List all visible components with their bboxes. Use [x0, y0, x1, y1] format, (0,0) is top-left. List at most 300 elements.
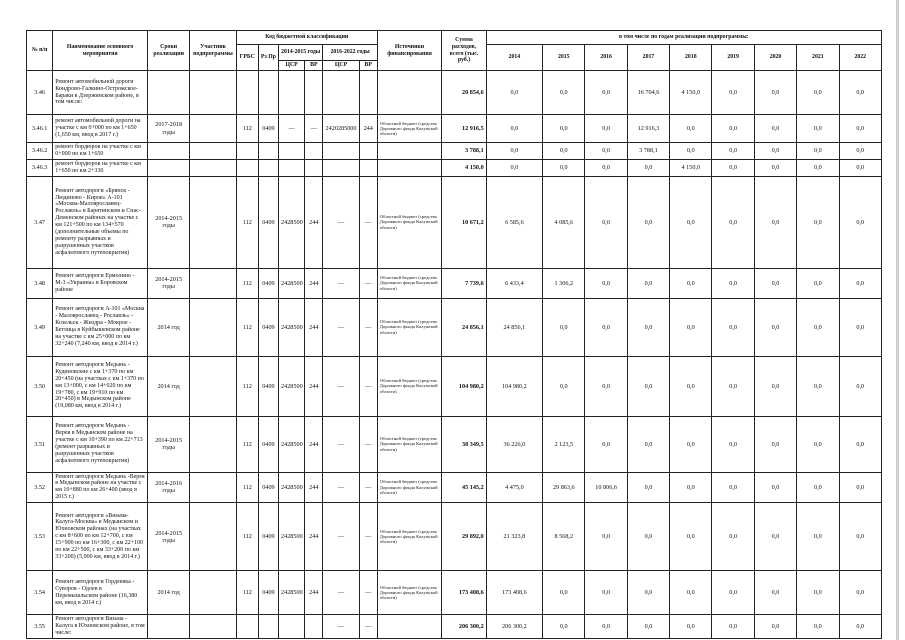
table-row: [27, 143, 882, 160]
budget-table: [26, 30, 882, 639]
year-value-cell: 0,0: [754, 268, 796, 298]
row-number: 3.46.2: [27, 143, 53, 160]
year-value-cell: 3 788,1: [627, 143, 669, 160]
period-cell: [147, 615, 189, 639]
header-year: 2019: [712, 45, 754, 71]
year-value-cell: 4 150,0: [670, 159, 712, 176]
grbs-cell: [236, 143, 258, 160]
total-cell: 38 349,5: [442, 416, 486, 472]
participant-cell: [190, 472, 236, 503]
year-value-cell: 0,0: [670, 571, 712, 615]
measure-name: Ремонт автодороги «Брянск - Людиново - Киров» А-101 «Москва-Малоярославец-Рославль» в Барятинском и Спас-Деменском районах на участке с км 121+500 по км 134+570 (дополнительные объемы по ремонту разрывных и разрушенных участков асфальтового путепокрытия): [53, 176, 148, 268]
year-value-cell: 0,0: [754, 71, 796, 115]
year-value-cell: 0,0: [670, 503, 712, 571]
total-cell: 7 739,6: [442, 268, 486, 298]
year-value-cell: 10 806,6: [585, 472, 627, 503]
year-value-cell: 0,0: [712, 356, 754, 416]
total-cell: 45 145,2: [442, 472, 486, 503]
year-value-cell: 0,0: [585, 143, 627, 160]
header-year: 2014: [486, 45, 542, 71]
period-cell: 2014-2015 годы: [147, 416, 189, 472]
header-total: Сумма расходов, всего (тыс. руб.): [442, 31, 486, 71]
row-number: 3.55: [27, 615, 53, 639]
table-row: [27, 159, 882, 176]
header-years-2016-2022: 2016-2022 годы: [323, 45, 377, 61]
year-value-cell: 0,0: [543, 571, 585, 615]
measure-name: ремонт бордюров на участке с км 0+000 по км 1+650: [53, 143, 148, 160]
total-cell: 10 671,2: [442, 176, 486, 268]
measure-name: Ремонт автодороги Медынь - Верея в Медынском районе на участке с км 10+390 по км 22+713 (ремонт разрывных и разрушенных участков асфальтового путепокрытия): [53, 416, 148, 472]
year-value-cell: 0,0: [797, 115, 839, 143]
year-value-cell: 29 863,6: [543, 472, 585, 503]
year-value-cell: 0,0: [627, 298, 669, 356]
table-row: [27, 176, 882, 268]
header-participant: Участник подпрограммы: [190, 31, 236, 71]
csr-cell: [323, 143, 359, 160]
year-value-cell: 0,0: [839, 143, 881, 160]
header-period: Сроки реализации: [147, 31, 189, 71]
vr-cell: —: [359, 503, 377, 571]
source-cell: Областной бюджет (средства Дорожного фонда Калужской области): [377, 503, 442, 571]
vr-cell: 244: [305, 176, 323, 268]
source-cell: Областной бюджет (средства Дорожного фонда Калужской области): [377, 268, 442, 298]
measure-name: Ремонт автодороги Вязьма - Калуга в Юхновском районе, в том числе:: [53, 615, 148, 639]
participant-cell: [190, 176, 236, 268]
header-year: 2018: [670, 45, 712, 71]
total-cell: 3 788,1: [442, 143, 486, 160]
year-value-cell: 0,0: [627, 268, 669, 298]
year-value-cell: 0,0: [839, 416, 881, 472]
period-cell: 2014 год: [147, 571, 189, 615]
vr-cell: 244: [305, 356, 323, 416]
row-number: 3.47: [27, 176, 53, 268]
csr-cell: —: [323, 503, 359, 571]
year-value-cell: 0,0: [543, 71, 585, 115]
year-value-cell: 0,0: [486, 115, 542, 143]
grbs-cell: 112: [236, 571, 258, 615]
header-csr: ЦСР: [279, 61, 305, 71]
measure-name: Ремонт автодороги Ермолино - М-3 «Украина» в Боровском районе: [53, 268, 148, 298]
rzpr-cell: [258, 159, 278, 176]
year-value-cell: 0,0: [712, 298, 754, 356]
year-value-cell: 2 123,5: [543, 416, 585, 472]
vr-cell: [359, 71, 377, 115]
measure-name: ремонт автомобильной дороги на участке с км 0+000 по км 1+650 (1,650 км, ввод в 2017 г.): [53, 115, 148, 143]
year-value-cell: 0,0: [754, 615, 796, 639]
grbs-cell: 112: [236, 115, 258, 143]
year-value-cell: 0,0: [670, 143, 712, 160]
year-value-cell: 24 856,1: [486, 298, 542, 356]
period-cell: 2014 год: [147, 298, 189, 356]
year-value-cell: 0,0: [839, 298, 881, 356]
year-value-cell: 173 408,6: [486, 571, 542, 615]
total-cell: 206 300,2: [442, 615, 486, 639]
year-value-cell: 6 585,6: [486, 176, 542, 268]
source-cell: Областной бюджет (средства Дорожного фонда Калужской области): [377, 416, 442, 472]
year-value-cell: 6 433,4: [486, 268, 542, 298]
vr-cell: [305, 71, 323, 115]
table-row: [27, 615, 882, 639]
total-cell: 173 408,6: [442, 571, 486, 615]
period-cell: 2014-2015 годы: [147, 176, 189, 268]
year-value-cell: 0,0: [712, 176, 754, 268]
year-value-cell: 0,0: [585, 503, 627, 571]
participant-cell: [190, 416, 236, 472]
year-value-cell: 0,0: [754, 143, 796, 160]
year-value-cell: 0,0: [839, 71, 881, 115]
header-budget-code: Код бюджетной классификации: [236, 31, 377, 45]
year-value-cell: 0,0: [797, 143, 839, 160]
participant-cell: [190, 143, 236, 160]
grbs-cell: [236, 159, 258, 176]
measure-name: Ремонт автомобильной дороги Кондрово-Галкино-Острожское-Бараки в Дзержинском районе, в том числе:: [53, 71, 148, 115]
year-value-cell: 0,0: [627, 356, 669, 416]
header-year: 2017: [627, 45, 669, 71]
participant-cell: [190, 356, 236, 416]
year-value-cell: 0,0: [543, 298, 585, 356]
csr-cell: 2428500: [279, 416, 305, 472]
vr-cell: —: [359, 298, 377, 356]
year-value-cell: 0,0: [754, 571, 796, 615]
year-value-cell: 0,0: [627, 615, 669, 639]
year-value-cell: 0,0: [585, 298, 627, 356]
grbs-cell: 112: [236, 298, 258, 356]
year-value-cell: 0,0: [797, 571, 839, 615]
vr-cell: —: [359, 615, 377, 639]
period-cell: 2017-2018 годы: [147, 115, 189, 143]
csr-cell: [279, 143, 305, 160]
csr-cell: 2420285000: [323, 115, 359, 143]
source-cell: Областной бюджет (средства Дорожного фонда Калужской области): [377, 571, 442, 615]
year-value-cell: 12 916,3: [627, 115, 669, 143]
vr-cell: [305, 143, 323, 160]
participant-cell: [190, 159, 236, 176]
year-value-cell: 0,0: [839, 268, 881, 298]
row-number: 3.46: [27, 71, 53, 115]
header-vr: ВР: [359, 61, 377, 71]
grbs-cell: 112: [236, 503, 258, 571]
year-value-cell: 0,0: [839, 159, 881, 176]
rzpr-cell: 0409: [258, 176, 278, 268]
table-row: [27, 115, 882, 143]
year-value-cell: 0,0: [585, 71, 627, 115]
vr-cell: —: [359, 356, 377, 416]
participant-cell: [190, 115, 236, 143]
year-value-cell: 0,0: [543, 615, 585, 639]
header-years-2014-2015: 2014-2015 годы: [279, 45, 323, 61]
vr-cell: [305, 615, 323, 639]
year-value-cell: 1 306,2: [543, 268, 585, 298]
row-number: 3.52: [27, 472, 53, 503]
year-value-cell: 0,0: [712, 615, 754, 639]
source-cell: [377, 159, 442, 176]
vr-cell: —: [305, 115, 323, 143]
year-value-cell: 0,0: [712, 571, 754, 615]
header-year: 2016: [585, 45, 627, 71]
table-row: [27, 416, 882, 472]
vr-cell: 244: [305, 503, 323, 571]
row-number: 3.51: [27, 416, 53, 472]
year-value-cell: 0,0: [712, 71, 754, 115]
header-num: № п/п: [27, 31, 53, 71]
grbs-cell: [236, 615, 258, 639]
year-value-cell: 36 226,0: [486, 416, 542, 472]
participant-cell: [190, 571, 236, 615]
header-year: 2020: [754, 45, 796, 71]
source-cell: [377, 143, 442, 160]
rzpr-cell: 0409: [258, 503, 278, 571]
vr-cell: [305, 159, 323, 176]
year-value-cell: 0,0: [627, 472, 669, 503]
year-value-cell: 0,0: [670, 115, 712, 143]
header-csr: ЦСР: [323, 61, 359, 71]
year-value-cell: 0,0: [670, 472, 712, 503]
year-value-cell: 0,0: [585, 176, 627, 268]
vr-cell: [359, 143, 377, 160]
year-value-cell: 0,0: [754, 176, 796, 268]
period-cell: [147, 159, 189, 176]
row-number: 3.48: [27, 268, 53, 298]
rzpr-cell: 0409: [258, 356, 278, 416]
year-value-cell: 0,0: [712, 115, 754, 143]
year-value-cell: 0,0: [712, 472, 754, 503]
table-row: [27, 356, 882, 416]
period-cell: 2014 год: [147, 356, 189, 416]
period-cell: 2014-2015 годы: [147, 503, 189, 571]
measure-name: Ремонт автодороги А-101 «Москва - Малоярославец - Рославль» - Козельск - Жиздра - Мокрое - Бетлица в Куйбышевском районе на участке с км 25+000 по км 32+240 (7,240 км, ввод в 2014 г.): [53, 298, 148, 356]
year-value-cell: 0,0: [627, 503, 669, 571]
header-year: 2022: [839, 45, 881, 71]
year-value-cell: 8 568,2: [543, 503, 585, 571]
year-value-cell: 0,0: [754, 416, 796, 472]
year-value-cell: 0,0: [585, 115, 627, 143]
year-value-cell: 0,0: [797, 472, 839, 503]
header-name: Наименование основного мероприятия: [53, 31, 148, 71]
year-value-cell: 104 980,2: [486, 356, 542, 416]
year-value-cell: 0,0: [754, 159, 796, 176]
year-value-cell: 0,0: [754, 503, 796, 571]
table-row: [27, 268, 882, 298]
csr-cell: 2428500: [279, 298, 305, 356]
vr-cell: 244: [305, 472, 323, 503]
row-number: 3.46.1: [27, 115, 53, 143]
year-value-cell: 0,0: [712, 416, 754, 472]
year-value-cell: 16 704,6: [627, 71, 669, 115]
total-cell: 12 916,5: [442, 115, 486, 143]
year-value-cell: 0,0: [839, 472, 881, 503]
participant-cell: [190, 268, 236, 298]
table-row: [27, 472, 882, 503]
csr-cell: —: [323, 472, 359, 503]
vr-cell: 244: [359, 115, 377, 143]
table-row: [27, 298, 882, 356]
year-value-cell: 0,0: [486, 143, 542, 160]
year-value-cell: 0,0: [486, 71, 542, 115]
csr-cell: —: [323, 356, 359, 416]
rzpr-cell: [258, 143, 278, 160]
measure-name: Ремонт автодороги Медынь - Кудиновские с км 1+370 по км 20+450 (на участках с км 1+370 по км 13+000, с км 14+020 по км 19+780, с км 19+910 по км 20+450) в Медынском районе (19,080 км, ввод в 2014 г.): [53, 356, 148, 416]
year-value-cell: 206 300,2: [486, 615, 542, 639]
scan-edge: [896, 0, 899, 640]
header-sources: Источники финансирования: [377, 31, 442, 71]
measure-name: Ремонт автодороги «Вязьма-Калуга-Москва» в Медынском и Юхновском районах (на участках с км 8+600 по км 12+700, с км 15+900 по км 16+300, с км 22+100 по км 22+500, с км 33+200 по км 33+200) (5,900 км, ввод в 2014 г.): [53, 503, 148, 571]
table-row: [27, 571, 882, 615]
csr-cell: —: [279, 115, 305, 143]
source-cell: Областной бюджет (средства Дорожного фонда Калужской области): [377, 298, 442, 356]
period-cell: [147, 143, 189, 160]
source-cell: Областной бюджет (средства Дорожного фонда Калужской области): [377, 472, 442, 503]
budget-table-sheet: [26, 30, 882, 634]
table-row: [27, 503, 882, 571]
vr-cell: [359, 159, 377, 176]
participant-cell: [190, 615, 236, 639]
header-year: 2015: [543, 45, 585, 71]
grbs-cell: 112: [236, 176, 258, 268]
csr-cell: [323, 71, 359, 115]
source-cell: Областной бюджет (средства Дорожного фонда Калужской области): [377, 356, 442, 416]
csr-cell: 2428500: [279, 571, 305, 615]
year-value-cell: 0,0: [627, 159, 669, 176]
year-value-cell: 21 323,8: [486, 503, 542, 571]
year-value-cell: 0,0: [585, 268, 627, 298]
source-cell: Областной бюджет (средства Дорожного фонда Калужской области): [377, 176, 442, 268]
measure-name: ремонт бордюров на участке с км 1+650 по км 2+330: [53, 159, 148, 176]
year-value-cell: 0,0: [670, 298, 712, 356]
year-value-cell: 0,0: [797, 615, 839, 639]
year-value-cell: 0,0: [670, 356, 712, 416]
csr-cell: [279, 71, 305, 115]
vr-cell: —: [359, 176, 377, 268]
year-value-cell: 0,0: [797, 298, 839, 356]
vr-cell: —: [359, 268, 377, 298]
rzpr-cell: [258, 71, 278, 115]
year-value-cell: 4 475,0: [486, 472, 542, 503]
year-value-cell: 0,0: [543, 159, 585, 176]
year-value-cell: 0,0: [712, 143, 754, 160]
csr-cell: [323, 159, 359, 176]
year-value-cell: 0,0: [754, 472, 796, 503]
csr-cell: —: [323, 298, 359, 356]
year-value-cell: 0,0: [543, 115, 585, 143]
rzpr-cell: [258, 615, 278, 639]
source-cell: [377, 71, 442, 115]
vr-cell: —: [359, 571, 377, 615]
rzpr-cell: 0409: [258, 115, 278, 143]
year-value-cell: 0,0: [797, 159, 839, 176]
participant-cell: [190, 503, 236, 571]
header-vr: ВР: [305, 61, 323, 71]
period-cell: 2014-2016 годы: [147, 472, 189, 503]
grbs-cell: 112: [236, 356, 258, 416]
year-value-cell: 0,0: [486, 159, 542, 176]
rzpr-cell: 0409: [258, 472, 278, 503]
year-value-cell: 0,0: [754, 298, 796, 356]
year-value-cell: 0,0: [797, 356, 839, 416]
year-value-cell: 0,0: [797, 416, 839, 472]
year-value-cell: 0,0: [585, 571, 627, 615]
year-value-cell: 0,0: [754, 115, 796, 143]
vr-cell: 244: [305, 571, 323, 615]
csr-cell: —: [323, 416, 359, 472]
year-value-cell: 0,0: [797, 71, 839, 115]
year-value-cell: 0,0: [585, 159, 627, 176]
measure-name: Ремонт автодороги Медынь -Верея в Медынском районе на участке с км 10+880 по км 26+400 (ввод в 2015 г.): [53, 472, 148, 503]
csr-cell: 2428500: [279, 356, 305, 416]
year-value-cell: 0,0: [670, 615, 712, 639]
year-value-cell: 0,0: [670, 416, 712, 472]
total-cell: 104 980,2: [442, 356, 486, 416]
header-by-years: в том числе по годам реализации подпрограммы:: [486, 31, 881, 45]
year-value-cell: 0,0: [585, 615, 627, 639]
year-value-cell: 4 085,6: [543, 176, 585, 268]
grbs-cell: 112: [236, 416, 258, 472]
measure-name: Ремонт автодороги Гордеевка - Суворов - Одоев в Перемышльском районе (16,380 км, ввод в 2014 г.): [53, 571, 148, 615]
csr-cell: [279, 159, 305, 176]
year-value-cell: 0,0: [839, 115, 881, 143]
header-year: 2021: [797, 45, 839, 71]
grbs-cell: [236, 71, 258, 115]
row-number: 3.46.3: [27, 159, 53, 176]
rzpr-cell: 0409: [258, 571, 278, 615]
period-cell: [147, 71, 189, 115]
source-cell: [377, 615, 442, 639]
year-value-cell: 0,0: [670, 176, 712, 268]
vr-cell: 244: [305, 268, 323, 298]
year-value-cell: 0,0: [839, 503, 881, 571]
year-value-cell: 0,0: [797, 503, 839, 571]
year-value-cell: 0,0: [839, 571, 881, 615]
participant-cell: [190, 71, 236, 115]
year-value-cell: 0,0: [797, 176, 839, 268]
total-cell: 4 150,0: [442, 159, 486, 176]
vr-cell: —: [359, 416, 377, 472]
year-value-cell: 0,0: [712, 159, 754, 176]
year-value-cell: 0,0: [585, 356, 627, 416]
participant-cell: [190, 298, 236, 356]
header-grbs: ГРБС: [236, 45, 258, 71]
row-number: 3.49: [27, 298, 53, 356]
source-cell: Областной бюджет (средства Дорожного фонда Калужской области): [377, 115, 442, 143]
row-number: 3.54: [27, 571, 53, 615]
csr-cell: —: [323, 571, 359, 615]
total-cell: 24 856,1: [442, 298, 486, 356]
row-number: 3.50: [27, 356, 53, 416]
csr-cell: —: [323, 268, 359, 298]
year-value-cell: 0,0: [543, 143, 585, 160]
row-number: 3.53: [27, 503, 53, 571]
total-cell: 20 854,6: [442, 71, 486, 115]
vr-cell: 244: [305, 298, 323, 356]
period-cell: 2014-2015 годы: [147, 268, 189, 298]
vr-cell: 244: [305, 416, 323, 472]
rzpr-cell: 0409: [258, 298, 278, 356]
year-value-cell: 0,0: [543, 356, 585, 416]
table-row: [27, 71, 882, 115]
year-value-cell: 0,0: [839, 176, 881, 268]
table-body: [27, 71, 882, 639]
csr-cell: 2428500: [279, 472, 305, 503]
csr-cell: 2428500: [279, 176, 305, 268]
year-value-cell: 0,0: [712, 503, 754, 571]
year-value-cell: 0,0: [754, 356, 796, 416]
year-value-cell: 0,0: [712, 268, 754, 298]
grbs-cell: 112: [236, 472, 258, 503]
year-value-cell: 0,0: [839, 615, 881, 639]
rzpr-cell: 0409: [258, 416, 278, 472]
year-value-cell: 0,0: [670, 268, 712, 298]
csr-cell: 2428500: [279, 268, 305, 298]
year-value-cell: 0,0: [627, 176, 669, 268]
